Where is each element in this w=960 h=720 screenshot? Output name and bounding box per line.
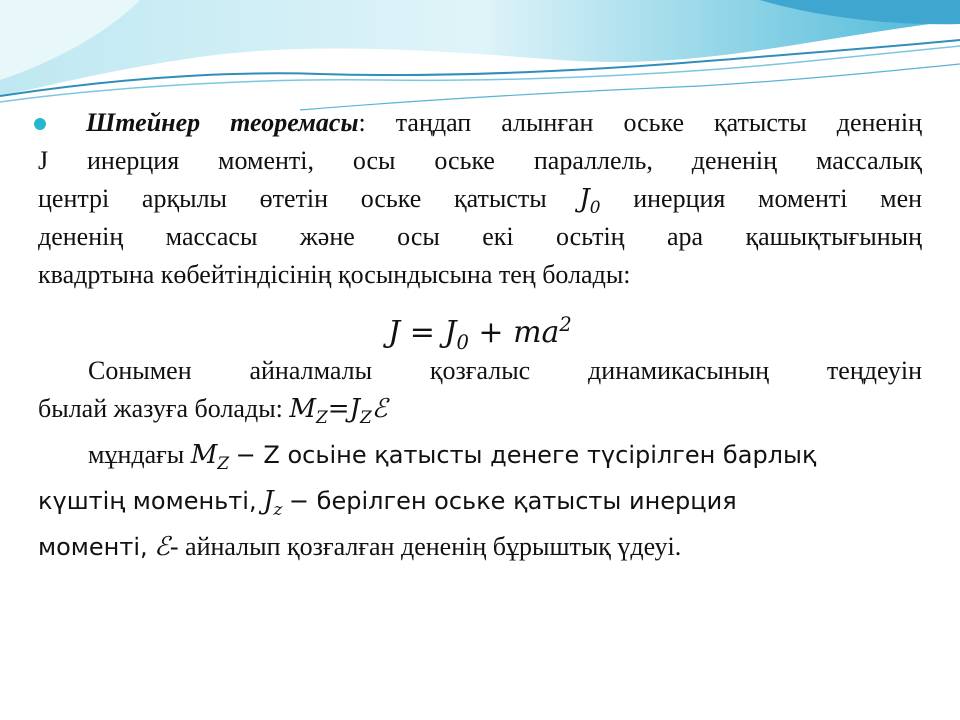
line10-text: моменті, <box>38 533 148 561</box>
line8-intro: мұндағы <box>88 440 185 469</box>
math-jz: $J_z$ <box>263 486 283 520</box>
math-epsilon: ℰ <box>154 532 170 562</box>
theorem-title: Штейнер теоремасы <box>86 108 359 137</box>
steiner-formula: $J = J_0 + ma^2$ <box>388 313 572 354</box>
line10-text-b: - айналып қозғалған дененің бұрыштық үдеуі. <box>169 532 682 561</box>
text-line-8 <box>88 436 922 482</box>
text-line-1 <box>38 104 922 142</box>
text-line-6: Сонымен айналмалы қозғалыс динамикасының теңдеуін <box>88 356 922 385</box>
math-j0: $J_0$ <box>579 184 601 218</box>
line3-part-b: инерция моменті мен <box>633 184 923 213</box>
math-mz: $M_Z$ <box>190 440 230 474</box>
text-line-9 <box>38 482 922 528</box>
text-line-5: квадртына көбейтіндісінің қосындысына тең болады: <box>38 260 631 289</box>
header-wave-decoration <box>0 0 960 120</box>
line8-text: − Z осьіне қатысты денеге түсірілген барлық <box>235 441 817 469</box>
text-line-7 <box>38 390 922 436</box>
line9-text-b: − берілген оське қатысты инерция <box>288 487 737 515</box>
line3-part-a: центрі арқылы өтетін оське қатысты <box>38 184 547 213</box>
dynamics-equation: $M_Z=J_Zℰ$ <box>289 394 388 428</box>
line1-rest: : таңдап алынған оське қатысты дененің <box>358 108 922 137</box>
text-line-4: дененің массасы және осы екі осьтің ара қашықтығының <box>38 222 922 251</box>
text-line-2: J инерция моменті, осы оське параллель, дененің массалық <box>38 146 922 175</box>
line9-text: күштің моменьті, <box>38 487 257 515</box>
line7-text: былай жазуға болады: <box>38 394 283 423</box>
text-line-10 <box>38 528 922 566</box>
